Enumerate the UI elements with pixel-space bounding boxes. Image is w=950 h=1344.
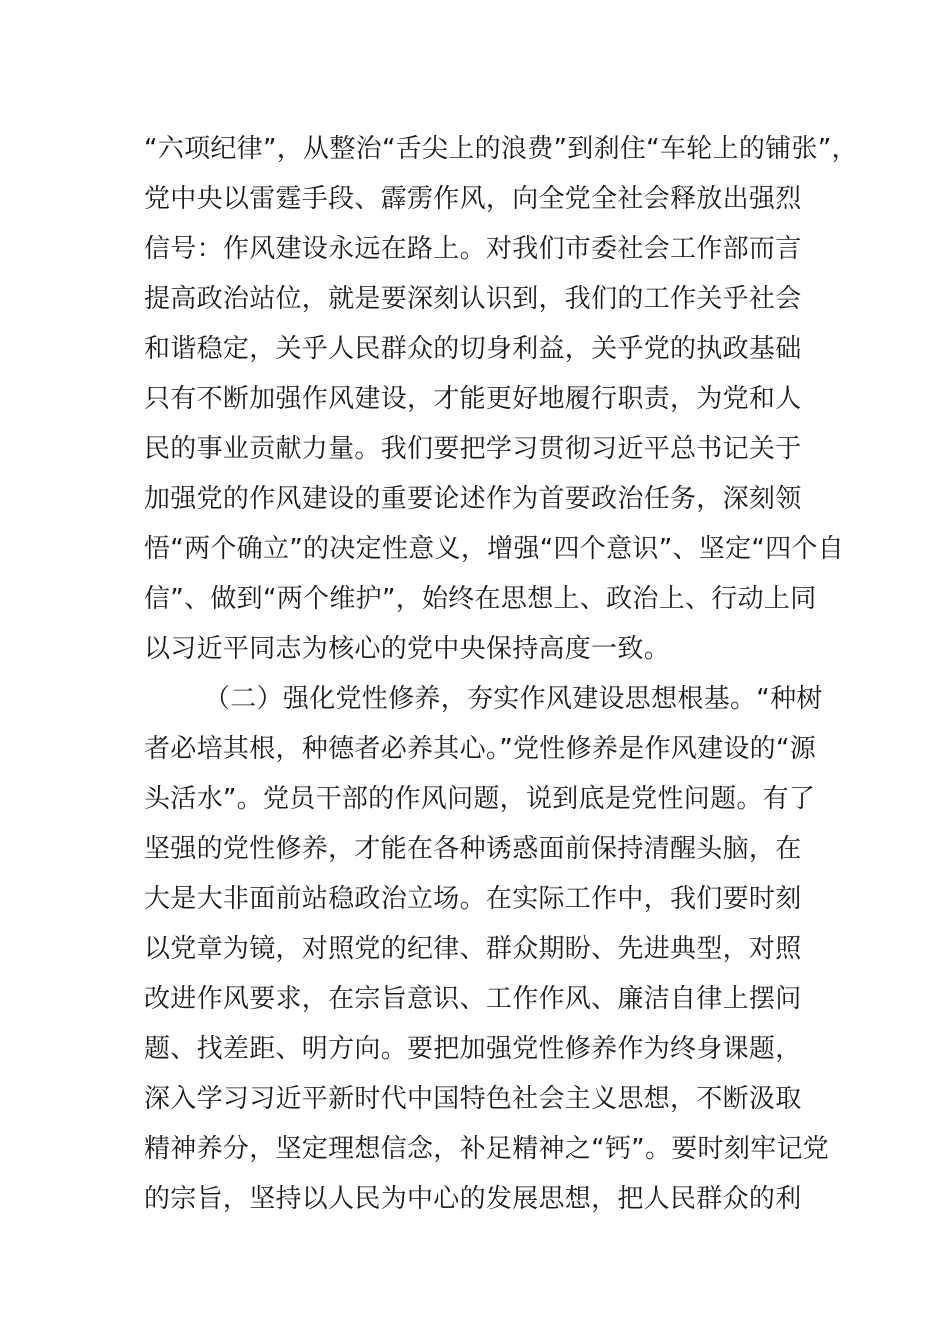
section-heading-line: （二）强化党性修养，夯实作风建设思想根基。“种树 xyxy=(204,684,823,714)
text-line: 只有不断加强作风建设，才能更好地履行职责，为党和人 xyxy=(144,384,802,414)
text-line: “六项纪律”，从整治“舌尖上的浪费”到刹住“车轮上的铺张”， xyxy=(144,134,858,164)
text-line: 加强党的作风建设的重要论述作为首要政治任务，深刻领 xyxy=(144,484,802,514)
text-line: 坚强的党性修养，才能在各种诱惑面前保持清醒头脑，在 xyxy=(144,834,802,864)
text-line: 大是大非面前站稳政治立场。在实际工作中，我们要时刻 xyxy=(144,884,802,914)
text-line: 以习近平同志为核心的党中央保持高度一致。 xyxy=(144,634,671,664)
text-line: 题、找差距、明方向。要把加强党性修养作为终身课题， xyxy=(144,1034,802,1064)
text-line: 民的事业贡献力量。我们要把学习贯彻习近平总书记关于 xyxy=(144,434,802,464)
body-text xyxy=(144,124,858,1224)
paragraph-1 xyxy=(144,124,858,674)
text-line: 党中央以雷霆手段、霹雳作风，向全党全社会释放出强烈 xyxy=(144,184,802,214)
text-line: 提高政治站位，就是要深刻认识到，我们的工作关乎社会 xyxy=(144,284,802,314)
paragraph-2 xyxy=(144,674,830,1224)
text-line: 深入学习习近平新时代中国特色社会主义思想，不断汲取 xyxy=(144,1084,802,1114)
text-line: 的宗旨，坚持以人民为中心的发展思想，把人民群众的利 xyxy=(144,1184,802,1214)
text-line: 信号：作风建设永远在路上。对我们市委社会工作部而言 xyxy=(144,234,802,264)
text-line: 头活水”。党员干部的作风问题，说到底是党性问题。有了 xyxy=(144,784,816,814)
text-line: 悟“两个确立”的决定性意义，增强“四个意识”、坚定“四个自 xyxy=(144,534,845,564)
text-line: 者必培其根，种德者必养其心。”党性修养是作风建设的“源 xyxy=(144,734,817,764)
text-line: 信”、做到“两个维护”，始终在思想上、政治上、行动上同 xyxy=(144,584,817,614)
text-line: 精神养分，坚定理想信念，补足精神之“钙”。要时刻牢记党 xyxy=(144,1134,830,1164)
text-line: 改进作风要求，在宗旨意识、工作作风、廉洁自律上摆问 xyxy=(144,984,802,1014)
text-line: 以党章为镜，对照党的纪律、群众期盼、先进典型，对照 xyxy=(144,934,802,964)
text-line: 和谐稳定，关乎人民群众的切身利益，关乎党的执政基础 xyxy=(144,334,802,364)
